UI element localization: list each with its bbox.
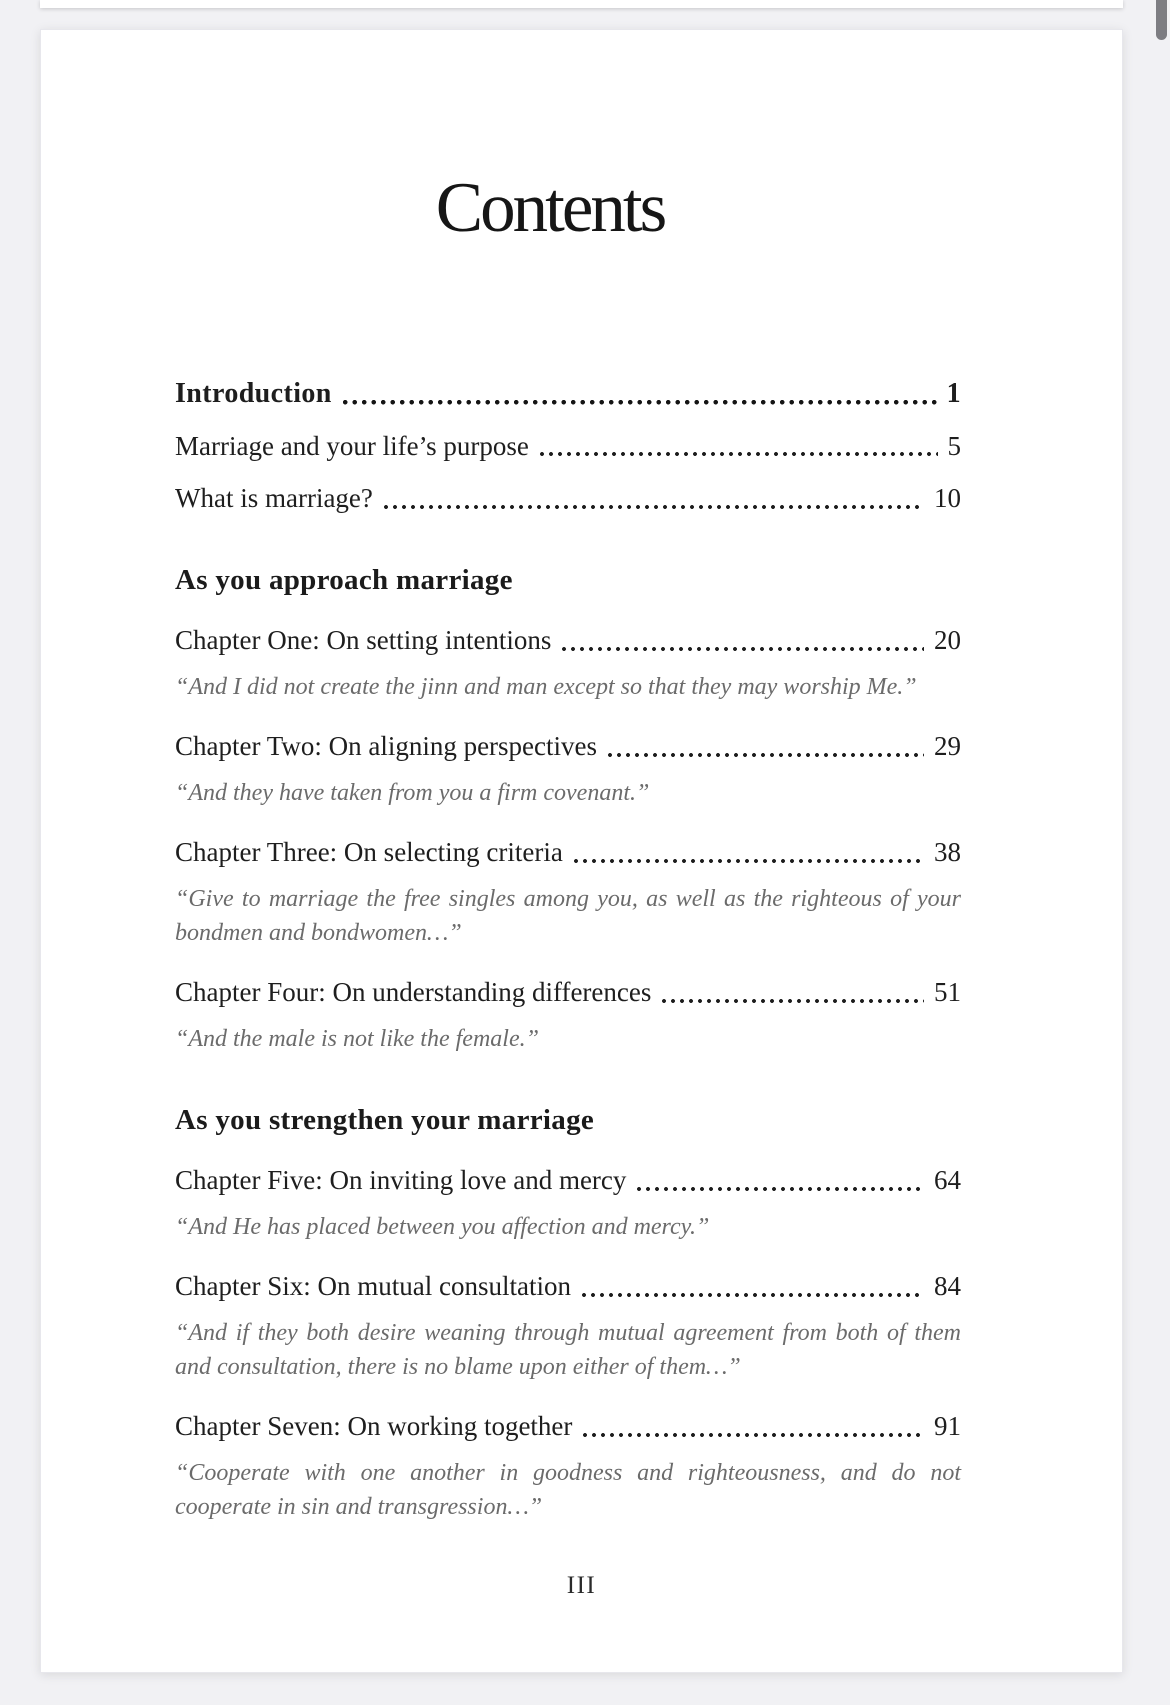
toc-entry-chapter-one bbox=[175, 624, 961, 658]
chapter-quote: “And I did not create the jinn and man except so that they may worship Me.” bbox=[175, 674, 917, 701]
page-number-roman: III bbox=[566, 1572, 597, 1599]
page-title: Contents bbox=[435, 169, 665, 247]
dot-leader bbox=[342, 399, 937, 406]
toc-entry-chapter-five bbox=[175, 1164, 961, 1198]
toc-entry-chapter-six bbox=[175, 1270, 961, 1304]
dot-leader bbox=[539, 451, 938, 457]
dot-leader bbox=[636, 1186, 924, 1192]
toc-entry-label: Chapter Three: On selecting criteria bbox=[175, 837, 563, 868]
dot-leader bbox=[582, 1432, 924, 1438]
toc-entry-label: Chapter Four: On understanding differences bbox=[175, 976, 652, 1007]
toc-entry-page-number: 20 bbox=[934, 625, 961, 656]
chapter-quote: “And He has placed between you affection and mercy.” bbox=[175, 1213, 710, 1240]
toc-entry-label: Marriage and your life’s purpose bbox=[175, 430, 529, 461]
toc-entry-chapter-seven bbox=[175, 1410, 961, 1444]
toc-entry-chapter-four bbox=[175, 976, 961, 1010]
toc-entry-page-number: 5 bbox=[947, 430, 961, 461]
document-page bbox=[40, 29, 1123, 1673]
toc-entry-label: Chapter One: On setting intentions bbox=[175, 625, 552, 656]
dot-leader bbox=[383, 504, 924, 510]
dot-leader bbox=[561, 646, 924, 652]
scrollbar-track[interactable] bbox=[1153, 0, 1170, 1705]
dot-leader bbox=[581, 1292, 924, 1298]
previous-page-edge bbox=[40, 0, 1123, 8]
dot-leader bbox=[573, 858, 924, 864]
toc-entry-page-number: 91 bbox=[934, 1410, 961, 1441]
toc-entry-page-number: 29 bbox=[934, 731, 961, 762]
toc-entry-label: Chapter Six: On mutual consultation bbox=[175, 1270, 571, 1301]
toc-entry-page-number: 84 bbox=[934, 1270, 961, 1301]
toc-entry-page-number: 51 bbox=[934, 976, 961, 1007]
dot-leader bbox=[607, 752, 924, 758]
toc-entry-label: Chapter Five: On inviting love and mercy bbox=[175, 1165, 627, 1196]
toc-entry bbox=[175, 430, 961, 464]
toc-section-heading: As you approach marriage bbox=[175, 564, 513, 597]
toc-entry-page-number: 1 bbox=[946, 377, 961, 409]
toc-entry-chapter-three bbox=[175, 836, 961, 870]
toc-section-heading: As you strengthen your marriage bbox=[175, 1103, 595, 1136]
toc-entry-chapter-two bbox=[175, 730, 961, 764]
toc-entry-page-number: 64 bbox=[934, 1165, 961, 1196]
page-content bbox=[41, 168, 1122, 1524]
toc-entry-label: Chapter Two: On aligning perspectives bbox=[175, 731, 598, 762]
toc-entry-page-number: 38 bbox=[934, 837, 961, 868]
chapter-quote: “And if they both desire weaning through mutual agreement from both of them and consultation, there is no blame upon either of them…” bbox=[175, 1319, 961, 1380]
chapter-quote: “Cooperate with one another in goodness and righteousness, and do not cooperate in sin and transgression…” bbox=[175, 1459, 961, 1520]
toc-entry-label: What is marriage? bbox=[175, 483, 373, 514]
chapter-quote: “Give to marriage the free singles among you, as well as the righteous of your bondmen and bondwomen…” bbox=[175, 885, 961, 946]
toc-entry bbox=[175, 482, 961, 516]
dot-leader bbox=[661, 998, 924, 1004]
chapter-quote: “And the male is not like the female.” bbox=[175, 1025, 539, 1052]
toc-entry-label: Introduction bbox=[175, 377, 332, 409]
scrollbar-thumb[interactable] bbox=[1156, 0, 1167, 40]
toc-entry-label: Chapter Seven: On working together bbox=[175, 1410, 573, 1441]
toc-entry-page-number: 10 bbox=[934, 483, 961, 514]
toc-entry-introduction bbox=[175, 376, 961, 411]
chapter-quote: “And they have taken from you a firm covenant.” bbox=[175, 779, 650, 806]
